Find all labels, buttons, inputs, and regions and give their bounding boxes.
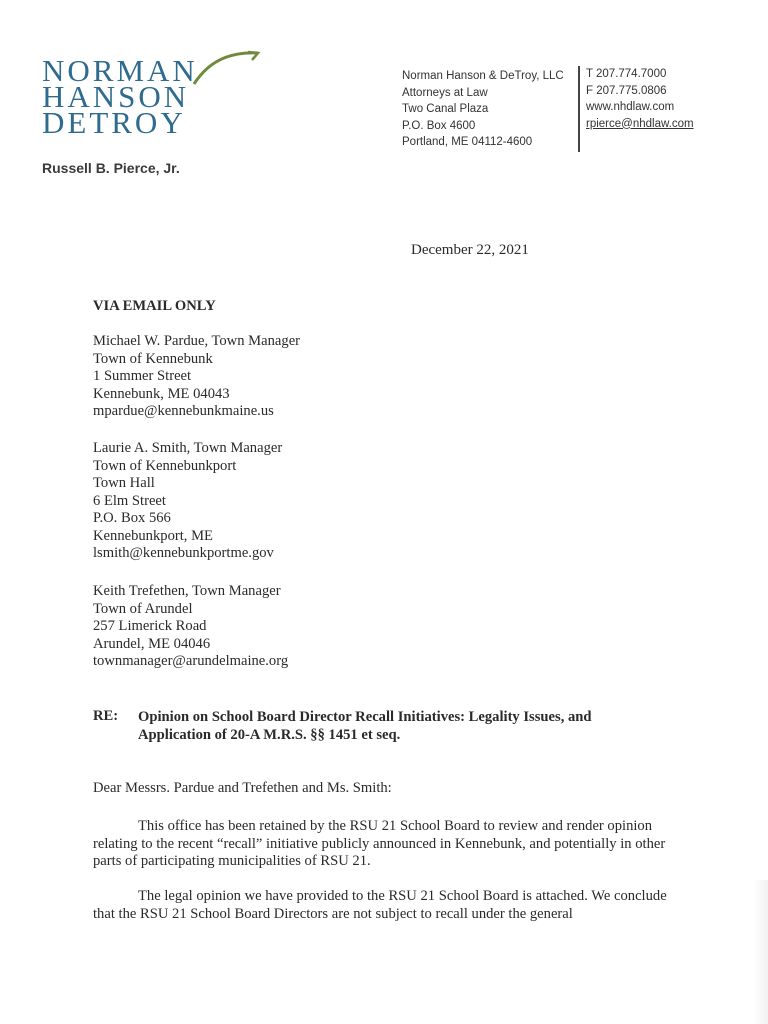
salutation: Dear Messrs. Pardue and Trefethen and Ms. Smith: (93, 780, 392, 796)
address-line: 1 Summer Street (93, 368, 192, 384)
address-line: 257 Limerick Road (93, 618, 207, 634)
email-link[interactable]: rpierce@nhdlaw.com (586, 117, 694, 130)
firm-street: Two Canal Plaza (402, 103, 489, 115)
page-edge-shadow (754, 880, 768, 1024)
logo-line-3: DETROY (42, 105, 186, 140)
firm-city: Portland, ME 04112-4600 (402, 136, 533, 148)
re-subject: Opinion on School Board Director Recall Initiatives: Legality Issues, and Application of 20-A M.R.S. §§ 1451 et seq. (138, 709, 592, 743)
address-line: Laurie A. Smith, Town Manager (93, 440, 283, 456)
recipient-email[interactable]: mpardue@kennebunkmaine.us (93, 403, 274, 419)
firm-name: Norman Hanson & DeTroy, LLC (402, 70, 564, 82)
attorney-name: Russell B. Pierce, Jr. (42, 160, 180, 176)
recipient-address-3 (93, 583, 288, 671)
website-link[interactable]: www.nhdlaw.com (586, 101, 675, 113)
fax-number: F 207.775.0806 (586, 84, 667, 97)
recipient-address-1 (93, 333, 300, 421)
logo-line-1: NORMAN (42, 53, 198, 88)
logo-line-2: HANSON (42, 79, 190, 114)
re-label: RE: (93, 708, 119, 724)
address-line: Keith Trefethen, Town Manager (93, 583, 281, 599)
address-line: Michael W. Pardue, Town Manager (93, 333, 301, 349)
address-line: Kennebunk, ME 04043 (93, 385, 230, 402)
firm-po-box: P.O. Box 4600 (402, 119, 476, 132)
address-line: P.O. Box 566 (93, 510, 171, 526)
body-paragraph-1: This office has been retained by the RSU 21 School Board to review and render opinion relating to the recent “recall” initiative publicly announced in Kennebunk, and potentially in other parts of participating municipalities of RSU 21. (93, 818, 666, 869)
firm-logo (42, 50, 232, 140)
address-line: Arundel, ME 04046 (93, 635, 211, 652)
firm-tagline: Attorneys at Law (402, 86, 488, 99)
recipient-address-2 (93, 440, 282, 563)
recipient-email[interactable]: lsmith@kennebunkportme.gov (93, 545, 274, 561)
delivery-method: VIA EMAIL ONLY (93, 298, 216, 314)
logo-swoosh-icon (192, 50, 262, 90)
body-paragraph-2: The legal opinion we have provided to the RSU 21 School Board is attached. We conclude that the RSU 21 School Board Directors are not subject to recall under the general (93, 888, 667, 922)
address-line: 6 Elm Street (93, 492, 166, 509)
address-line: Town of Kennebunkport (93, 457, 237, 474)
letter-date: December 22, 2021 (411, 242, 529, 258)
address-line: Town of Kennebunk (93, 350, 213, 367)
firm-address-block (402, 68, 564, 151)
phone-number: T 207.774.7000 (586, 68, 667, 80)
contact-block (578, 66, 694, 152)
recipient-email[interactable]: townmanager@arundelmaine.org (93, 653, 289, 669)
address-line: Town Hall (93, 475, 155, 491)
address-line: Town of Arundel (93, 600, 193, 617)
address-line: Kennebunkport, ME (93, 527, 213, 544)
